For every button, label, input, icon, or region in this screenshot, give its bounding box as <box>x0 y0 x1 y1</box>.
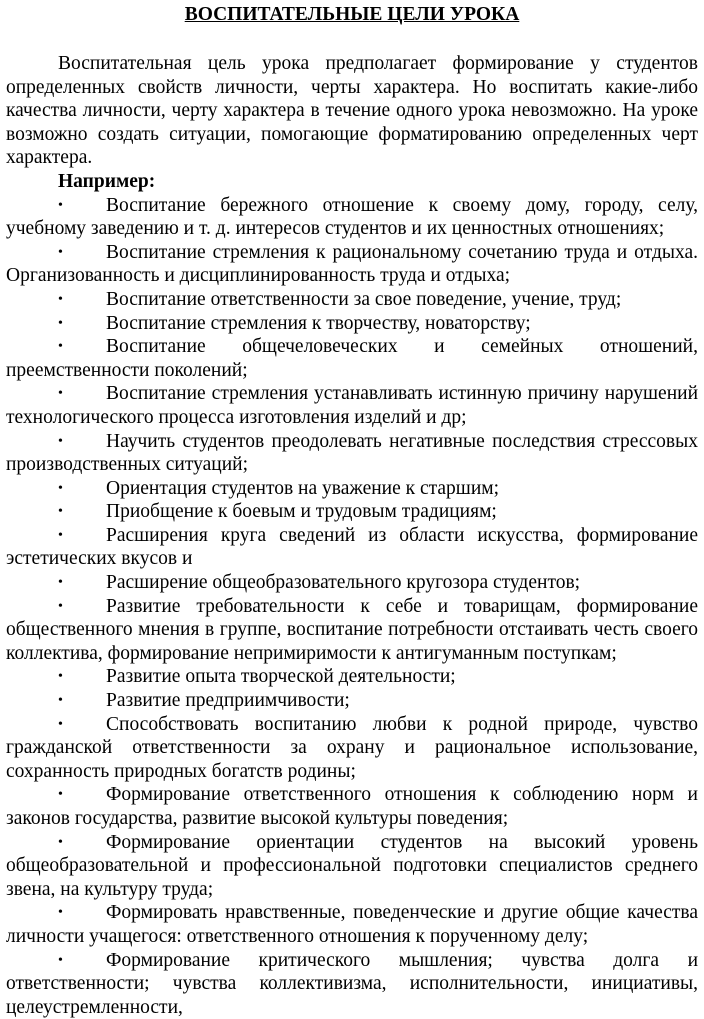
bullet-icon: • <box>58 716 63 732</box>
list-item-text: Развитие требовательности к себе и товарищам, формирование общественного мнения в группе, воспитание потребности отстаивать честь своего коллектива, формирование непримиримости к антигуманным поступкам; <box>6 595 698 664</box>
list-item-text: Воспитание стремления к творчеству, новаторству; <box>106 312 531 334</box>
bullet-icon: • <box>58 291 63 307</box>
list-item <box>6 194 698 241</box>
bullet-icon: • <box>58 575 63 591</box>
list-item <box>6 713 698 784</box>
bullet-icon: • <box>58 433 63 449</box>
list-item-text: Способствовать воспитанию любви к родной природе, чувство гражданской ответственности за охрану и рациональное использование, сохранность природных богатств родины; <box>6 713 698 782</box>
list-item <box>6 949 698 1019</box>
bullet-icon: • <box>58 339 63 355</box>
bullet-icon: • <box>58 598 63 614</box>
list-item-text: Воспитание ответственности за свое поведение, учение, труд; <box>106 288 622 310</box>
list-item-text: Научить студентов преодолевать негативные последствия стрессовых производственных ситуаций; <box>6 430 698 476</box>
list-item-text: Формирование ответственного отношения к соблюдению норм и законов государства, развитие высокой культуры поведения; <box>6 784 698 829</box>
bullet-icon: • <box>58 905 63 921</box>
list-item-text: Развитие предприимчивости; <box>106 690 350 712</box>
list-item <box>6 524 698 571</box>
list-item-text: Развитие опыта творческой деятельности; <box>106 666 456 688</box>
list-item-text: Формировать нравственные, поведенческие и другие общие качества личности учащегося: ответственного отношения к порученному делу; <box>6 902 698 947</box>
list-item <box>6 831 698 902</box>
list-item <box>6 241 698 288</box>
list-item-text: Формирование ориентации студентов на высокий уровень общеобразовательной и профессиональной подготовки специалистов среднего звена, на культуру труда; <box>6 831 698 900</box>
intro-paragraph: Воспитательная цель урока предполагает формирование у студентов определенных свойств личности, черты характера. Но воспитать какие-либо качества личности, черту характера в течение одного урока невозможно. На уроке возможно создать ситуации, помогающие форматированию определенных черт характера. <box>6 53 698 169</box>
list-item <box>6 477 698 501</box>
list-item <box>6 288 698 312</box>
bullet-icon: • <box>58 787 63 803</box>
list-item <box>6 783 698 830</box>
bullet-icon: • <box>58 952 63 968</box>
list-item <box>6 571 698 595</box>
list-item <box>6 500 698 524</box>
example-label: Например: <box>58 170 156 192</box>
bullet-icon: • <box>58 480 63 496</box>
list-item <box>6 595 698 666</box>
list-item-text: Воспитание бережного отношение к своему дому, городу, селу, учебному заведению и т. д. интересов студентов и их ценностных отношениях; <box>6 194 698 240</box>
bullet-icon: • <box>58 386 63 402</box>
list-item <box>6 689 698 713</box>
bullet-icon: • <box>58 527 63 543</box>
page-title: ВОСПИТАТЕЛЬНЫЕ ЦЕЛИ УРОКА <box>184 4 520 25</box>
bullet-icon: • <box>58 669 63 685</box>
bullet-icon: • <box>58 504 63 520</box>
document-body <box>6 52 698 1019</box>
list-item-text: Воспитание общечеловеческих и семейных отношений, преемственности поколений; <box>6 336 698 381</box>
bullet-icon: • <box>58 693 63 709</box>
list-item <box>6 430 698 477</box>
list-item-text: Воспитание стремления устанавливать истинную причину нарушений технологического процесса изготовления изделий и др; <box>6 383 698 428</box>
bullet-icon: • <box>58 244 63 260</box>
list-item-text: Приобщение к боевым и трудовым традициям; <box>106 501 497 523</box>
bullet-icon: • <box>58 197 63 213</box>
list-item <box>6 335 698 382</box>
list-item-text: Воспитание стремления к рациональному сочетанию труда и отдыха. Организованность и дисциплинированность труда и отдыха; <box>6 241 698 287</box>
list-item <box>6 382 698 429</box>
list-item <box>6 312 698 336</box>
list-item-text: Расширение общеобразовательного кругозора студентов; <box>106 572 581 594</box>
list-item-text: Ориентация студентов на уважение к старшим; <box>106 477 500 499</box>
goals-list <box>6 194 698 1019</box>
list-item <box>6 665 698 689</box>
bullet-icon: • <box>58 315 63 331</box>
list-item-text: Расширения круга сведений из области искусства, формирование эстетических вкусов и <box>6 524 698 570</box>
list-item-text: Формирование критического мышления; чувства долга и ответственности; чувства коллективизма, исполнительности, инициативы, целеустремленности, <box>6 949 698 1018</box>
bullet-icon: • <box>58 834 63 850</box>
list-item <box>6 901 698 948</box>
